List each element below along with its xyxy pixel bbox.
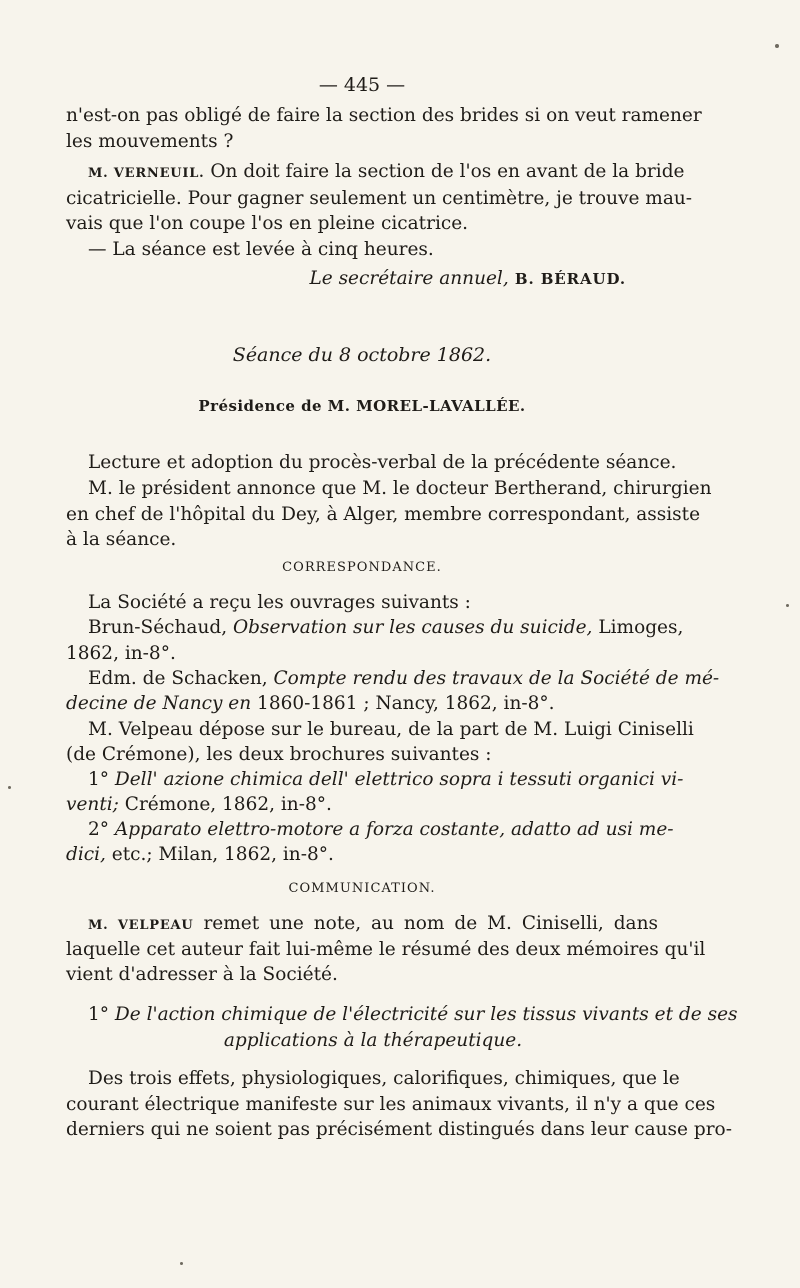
text-line bbox=[66, 842, 658, 868]
text-line: 1862, in-8°. bbox=[66, 643, 176, 664]
text-line: vais que l'on coupe l'os en pleine cicatrice. bbox=[66, 213, 469, 234]
speaker-name: M. VERNEUIL. bbox=[88, 166, 205, 181]
text-line: à la séance. bbox=[66, 529, 177, 550]
work-title: dici, bbox=[66, 844, 106, 865]
text-line: les mouvements ? bbox=[66, 131, 234, 152]
presidence-heading: Présidence de M. MOREL-LAVALLÉE. bbox=[198, 397, 526, 415]
text-line: n'est-on pas obligé de faire la section des brides si on veut ramener bbox=[66, 105, 702, 126]
closing-line: — La séance est levée à cinq heures. bbox=[88, 239, 434, 260]
text-line: cicatricielle. Pour gagner seulement un centimètre, je trouve mau- bbox=[66, 188, 693, 209]
section-heading-correspondance: CORRESPONDANCE. bbox=[282, 560, 442, 575]
text-line: courant électrique manifeste sur les animaux vivants, il n'y a que ces bbox=[66, 1094, 716, 1115]
text-line: Des trois effets, physiologiques, calorifiques, chimiques, que le bbox=[88, 1068, 680, 1089]
bibliography-entry bbox=[88, 666, 720, 692]
work-title: venti; bbox=[66, 794, 119, 815]
publication-info: Limoges, bbox=[592, 617, 684, 638]
work-title: Dell' azione chimica dell' elettrico sopra i tessuti organici vi- bbox=[114, 769, 684, 790]
text-line: en chef de l'hôpital du Dey, à Alger, membre correspondant, assiste bbox=[66, 504, 701, 525]
bibliography-entry bbox=[88, 817, 674, 843]
text-line: vient d'adresser à la Société. bbox=[66, 964, 338, 985]
paper-speck bbox=[8, 786, 11, 789]
work-title: decine de Nancy en bbox=[66, 693, 252, 714]
page-number: — 445 — bbox=[318, 74, 406, 96]
speaker-paragraph-velpeau bbox=[88, 911, 658, 939]
speaker-name: M. VELPEAU bbox=[88, 918, 194, 933]
item-number: 1° bbox=[88, 1004, 115, 1025]
bibliography-entry bbox=[88, 767, 684, 793]
text-line: derniers qui ne soient pas précisément distingués dans leur cause pro- bbox=[66, 1119, 732, 1140]
item-number: 1° bbox=[88, 769, 115, 790]
bibliography-entry bbox=[88, 615, 684, 641]
author: Edm. de Schacken, bbox=[88, 668, 274, 689]
secretary-name: B. BÉRAUD. bbox=[508, 270, 626, 288]
text-line: Lecture et adoption du procès-verbal de la précédente séance. bbox=[88, 452, 677, 473]
secretary-role: Le secrétaire annuel, bbox=[309, 268, 509, 289]
text-line bbox=[66, 691, 658, 717]
session-title: Séance du 8 octobre 1862. bbox=[232, 344, 492, 366]
item-number: 2° bbox=[88, 819, 115, 840]
memoir-title bbox=[88, 1002, 738, 1028]
memoir-title-text: De l'action chimique de l'électricité sur les tissus vivants et de ses bbox=[114, 1004, 738, 1025]
text-line: La Société a reçu les ouvrages suivants : bbox=[88, 592, 471, 613]
text-line: M. Velpeau dépose sur le bureau, de la part de M. Luigi Ciniselli bbox=[88, 719, 694, 740]
author: Brun-Séchaud, bbox=[88, 617, 233, 638]
paper-speck bbox=[786, 604, 789, 607]
publication-info: 1860-1861 ; Nancy, 1862, in-8°. bbox=[251, 693, 555, 714]
section-heading-communication: COMMUNICATION. bbox=[288, 881, 436, 896]
publication-info: Crémone, 1862, in-8°. bbox=[118, 794, 332, 815]
work-title: Observation sur les causes du suicide, bbox=[232, 617, 593, 638]
speaker-paragraph-verneuil bbox=[88, 159, 685, 187]
speaker-text: On doit faire la section de l'os en avant de la bride bbox=[204, 161, 685, 182]
text-line: laquelle cet auteur fait lui-même le résumé des deux mémoires qu'il bbox=[66, 939, 706, 960]
signature-line bbox=[66, 266, 626, 292]
publication-info: etc.; Milan, 1862, in-8°. bbox=[105, 844, 334, 865]
memoir-title-continued: applications à la thérapeutique. bbox=[223, 1030, 523, 1051]
paper-speck bbox=[775, 44, 779, 48]
text-line: M. le président annonce que M. le docteur Bertherand, chirurgien bbox=[88, 478, 712, 499]
paper-speck bbox=[180, 1262, 183, 1265]
text-line bbox=[66, 792, 658, 818]
speaker-text: remet une note, au nom de M. Ciniselli, dans bbox=[193, 913, 658, 934]
text-line: (de Crémone), les deux brochures suivantes : bbox=[66, 744, 492, 765]
work-title: Compte rendu des travaux de la Société de mé- bbox=[273, 668, 720, 689]
work-title: Apparato elettro-motore a forza costante, adatto ad usi me- bbox=[114, 819, 674, 840]
